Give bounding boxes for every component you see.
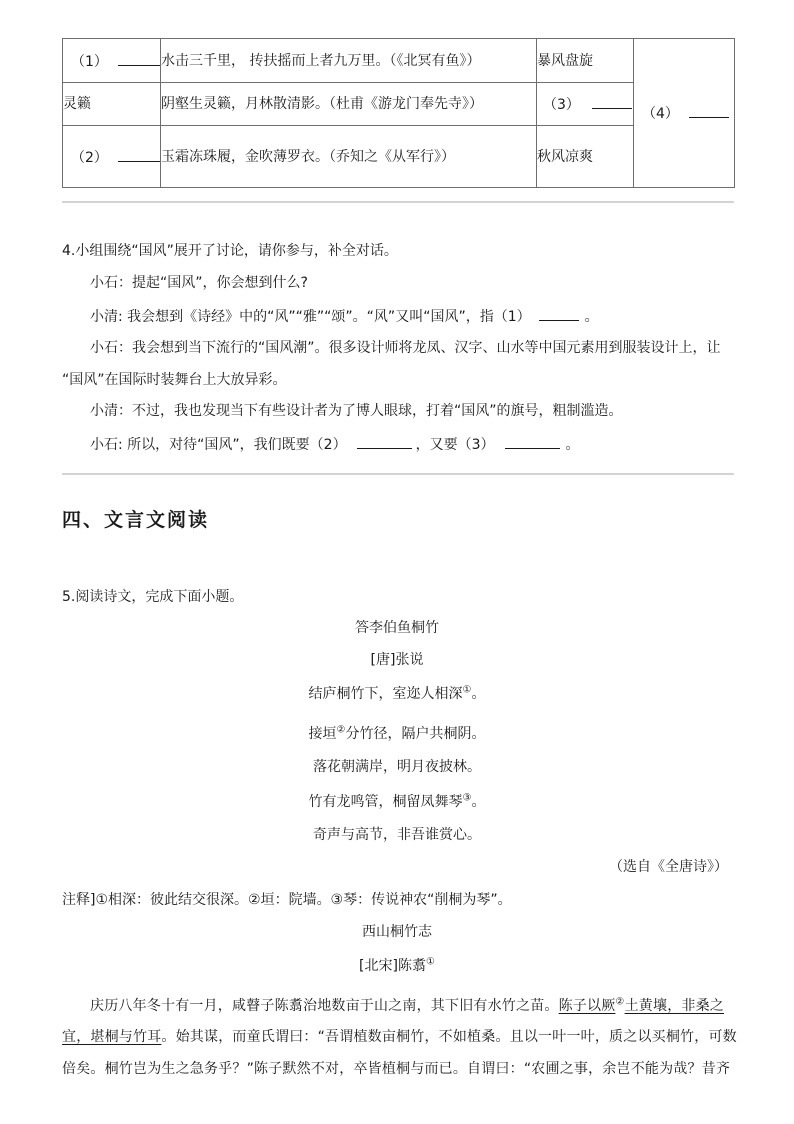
table-cell — [63, 126, 161, 188]
divider — [62, 201, 734, 203]
dialogue-line: 小清: 我会想到《诗经》中的“风”“雅”“颂”。“风”又叫“国风”，指（1） 。 — [90, 306, 599, 327]
table-row — [63, 39, 735, 83]
table-cell — [537, 83, 634, 126]
answer-blank-4[interactable] — [689, 103, 729, 118]
dialogue-blank-2[interactable] — [357, 434, 412, 449]
blank-label-2: （2） — [71, 149, 108, 166]
poem-author: [唐]张说 — [370, 652, 424, 668]
poem-title: 答李伯鱼桐竹 — [355, 620, 439, 636]
poem-line: 结庐桐竹下，室迩人相深①。 — [308, 684, 486, 702]
question-4-intro: 4.小组围绕“国风”展开了讨论，请你参与，补全对话。 — [62, 243, 398, 259]
table-cell: 灵籁 — [63, 83, 161, 126]
poem-line: 奇声与高节，非吾谁赏心。 — [313, 827, 481, 843]
answer-blank-1[interactable] — [118, 51, 160, 66]
prose-line: 宜，堪桐与竹耳。始其谋，而童氏谓曰：“吾谓植数亩桐竹，不如植桑。且以一叶一叶，质之以买桐竹，可数 — [62, 1029, 737, 1045]
dialogue-line: 小石：提起“国风”，你会想到什么? — [90, 275, 308, 291]
table-cell: 阴壑生灵籁，月林散清影。（杜甫《游龙门奉先寺》） — [161, 83, 537, 126]
blank-label-3: （3） — [543, 97, 580, 113]
table-cell — [63, 39, 161, 83]
prose-line: 倍矣。桐竹岂为生之急务乎？”陈子默然不对，卒皆植桐与而已。自谓曰：“农圃之事，余岂不能为哉？昔齐 — [62, 1061, 731, 1077]
dialogue-blank-1[interactable] — [539, 306, 579, 321]
poem-notes: 注释]①相深：彼此结交很深。②垣：院墙。③琴：传说神农“削桐为琴”。 — [62, 892, 512, 908]
dialogue-line: 小石: 所以，对待“国风”，我们既要（2） ，又要（3） 。 — [90, 434, 580, 455]
word-meaning-table — [62, 38, 735, 188]
prose-line: 庆历八年冬十有一月，咸瞽子陈翥治地数亩于山之南，其下旧有水竹之苗。陈子以厥②土黄壤，非桑之 — [90, 996, 724, 1014]
merged-cell — [634, 39, 735, 188]
answer-blank-3[interactable] — [592, 94, 632, 109]
dialogue-blank-3[interactable] — [505, 434, 560, 449]
poem-source: （选自《全唐诗》） — [609, 859, 728, 875]
dialogue-line: “国风”在国际时装舞台上大放异彩。 — [62, 372, 287, 388]
table-cell: 暴风盘旋 — [537, 39, 634, 83]
table-cell: 玉霜冻珠履，金吹薄罗衣。（乔知之《从军行》） — [161, 126, 537, 188]
answer-blank-2[interactable] — [118, 147, 160, 162]
table-cell: 水击三千里， 抟扶摇而上者九万里。（《北冥有鱼》） — [161, 39, 537, 83]
poem-line: 竹有龙鸣管，桐留凤舞琴③。 — [308, 792, 486, 810]
prose-title: 西山桐竹志 — [362, 924, 432, 940]
blank-label-1: （1） — [71, 53, 108, 70]
poem-line: 接垣②分竹径，隔户共桐阴。 — [308, 724, 486, 742]
dialogue-line: 小清：不过，我也发现当下有些设计者为了博人眼球，打着“国风”的旗号，粗制滥造。 — [90, 403, 623, 419]
divider — [62, 473, 734, 475]
section-heading: 四、文言文阅读 — [62, 509, 210, 531]
question-5-intro: 5.阅读诗文，完成下面小题。 — [62, 589, 244, 605]
dialogue-line: 小石：我会想到当下流行的“国风潮”。很多设计师将龙凤、汉字、山水等中国元素用到服装设计上，让 — [90, 340, 721, 356]
table-cell: 秋风凉爽 — [537, 126, 634, 188]
blank-label-4: （4） — [642, 106, 679, 122]
prose-author: [北宋]陈翥① — [359, 956, 435, 974]
poem-line: 落花朝满岸，明月夜披林。 — [313, 759, 481, 775]
